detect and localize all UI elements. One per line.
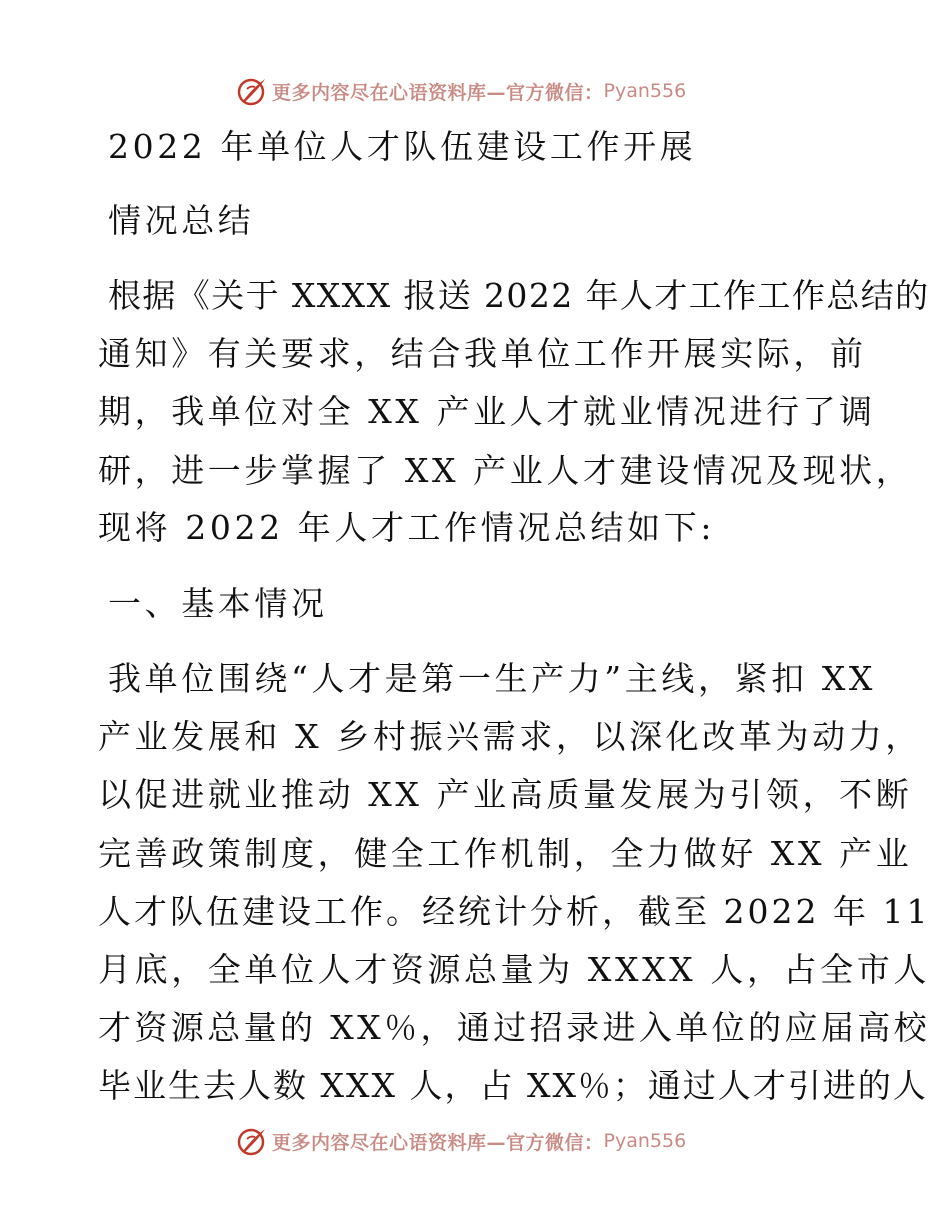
- paragraph2-line-6: 月底，全单位人才资源总量为 XXXX 人，占全市人: [98, 950, 930, 989]
- paragraph1-line-1: 根据《关于 XXXX 报送 2022 年人才工作工作总结的: [108, 276, 930, 315]
- document-title-line-2: 情况总结: [108, 201, 255, 240]
- paragraph2-line-3: 以促进就业推动 XX 产业高质量发展为引领，不断: [98, 775, 913, 814]
- watermark-text: 更多内容尽在心语资料库—官方微信：: [272, 81, 604, 104]
- paragraph2-line-8: 毕业生去人数 XXX 人，占 XX％；通过人才引进的人: [98, 1066, 928, 1105]
- paragraph2-line-7: 才资源总量的 XX％，通过招录进入单位的应届高校: [98, 1008, 931, 1047]
- paragraph1-line-2: 通知》有关要求，结合我单位工作开展实际，前: [98, 334, 867, 373]
- paragraph1-line-5: 现将 2022 年人才工作情况总结如下:: [98, 508, 716, 547]
- paragraph2-line-2: 产业发展和 X 乡村振兴需求，以深化改革为动力，: [98, 717, 922, 756]
- watermark-header: [236, 74, 686, 108]
- section1-heading: 一、基本情况: [108, 584, 328, 623]
- paragraph2-line-1: 我单位围绕“人才是第一生产力”主线，紧扣 XX: [108, 659, 877, 698]
- quill-logo-icon: [236, 1125, 268, 1157]
- paragraph1-line-3: 期，我单位对全 XX 产业人才就业情况进行了调: [98, 392, 876, 431]
- paragraph2-line-4: 完善政策制度，健全工作机制，全力做好 XX 产业: [98, 834, 913, 873]
- document-title-line-1: 2022 年单位人才队伍建设工作开展: [108, 127, 697, 166]
- watermark-wechat-id: Pyan556: [603, 1130, 687, 1152]
- paragraph1-line-4: 研，进一步掌握了 XX 产业人才建设情况及现状，: [98, 451, 913, 490]
- watermark-text: 更多内容尽在心语资料库—官方微信：: [272, 1131, 604, 1154]
- quill-logo-icon: [236, 75, 268, 107]
- watermark-wechat-id: Pyan556: [603, 80, 687, 102]
- paragraph2-line-5: 人才队伍建设工作。经统计分析，截至 2022 年 11: [98, 892, 931, 931]
- watermark-footer: [236, 1124, 686, 1158]
